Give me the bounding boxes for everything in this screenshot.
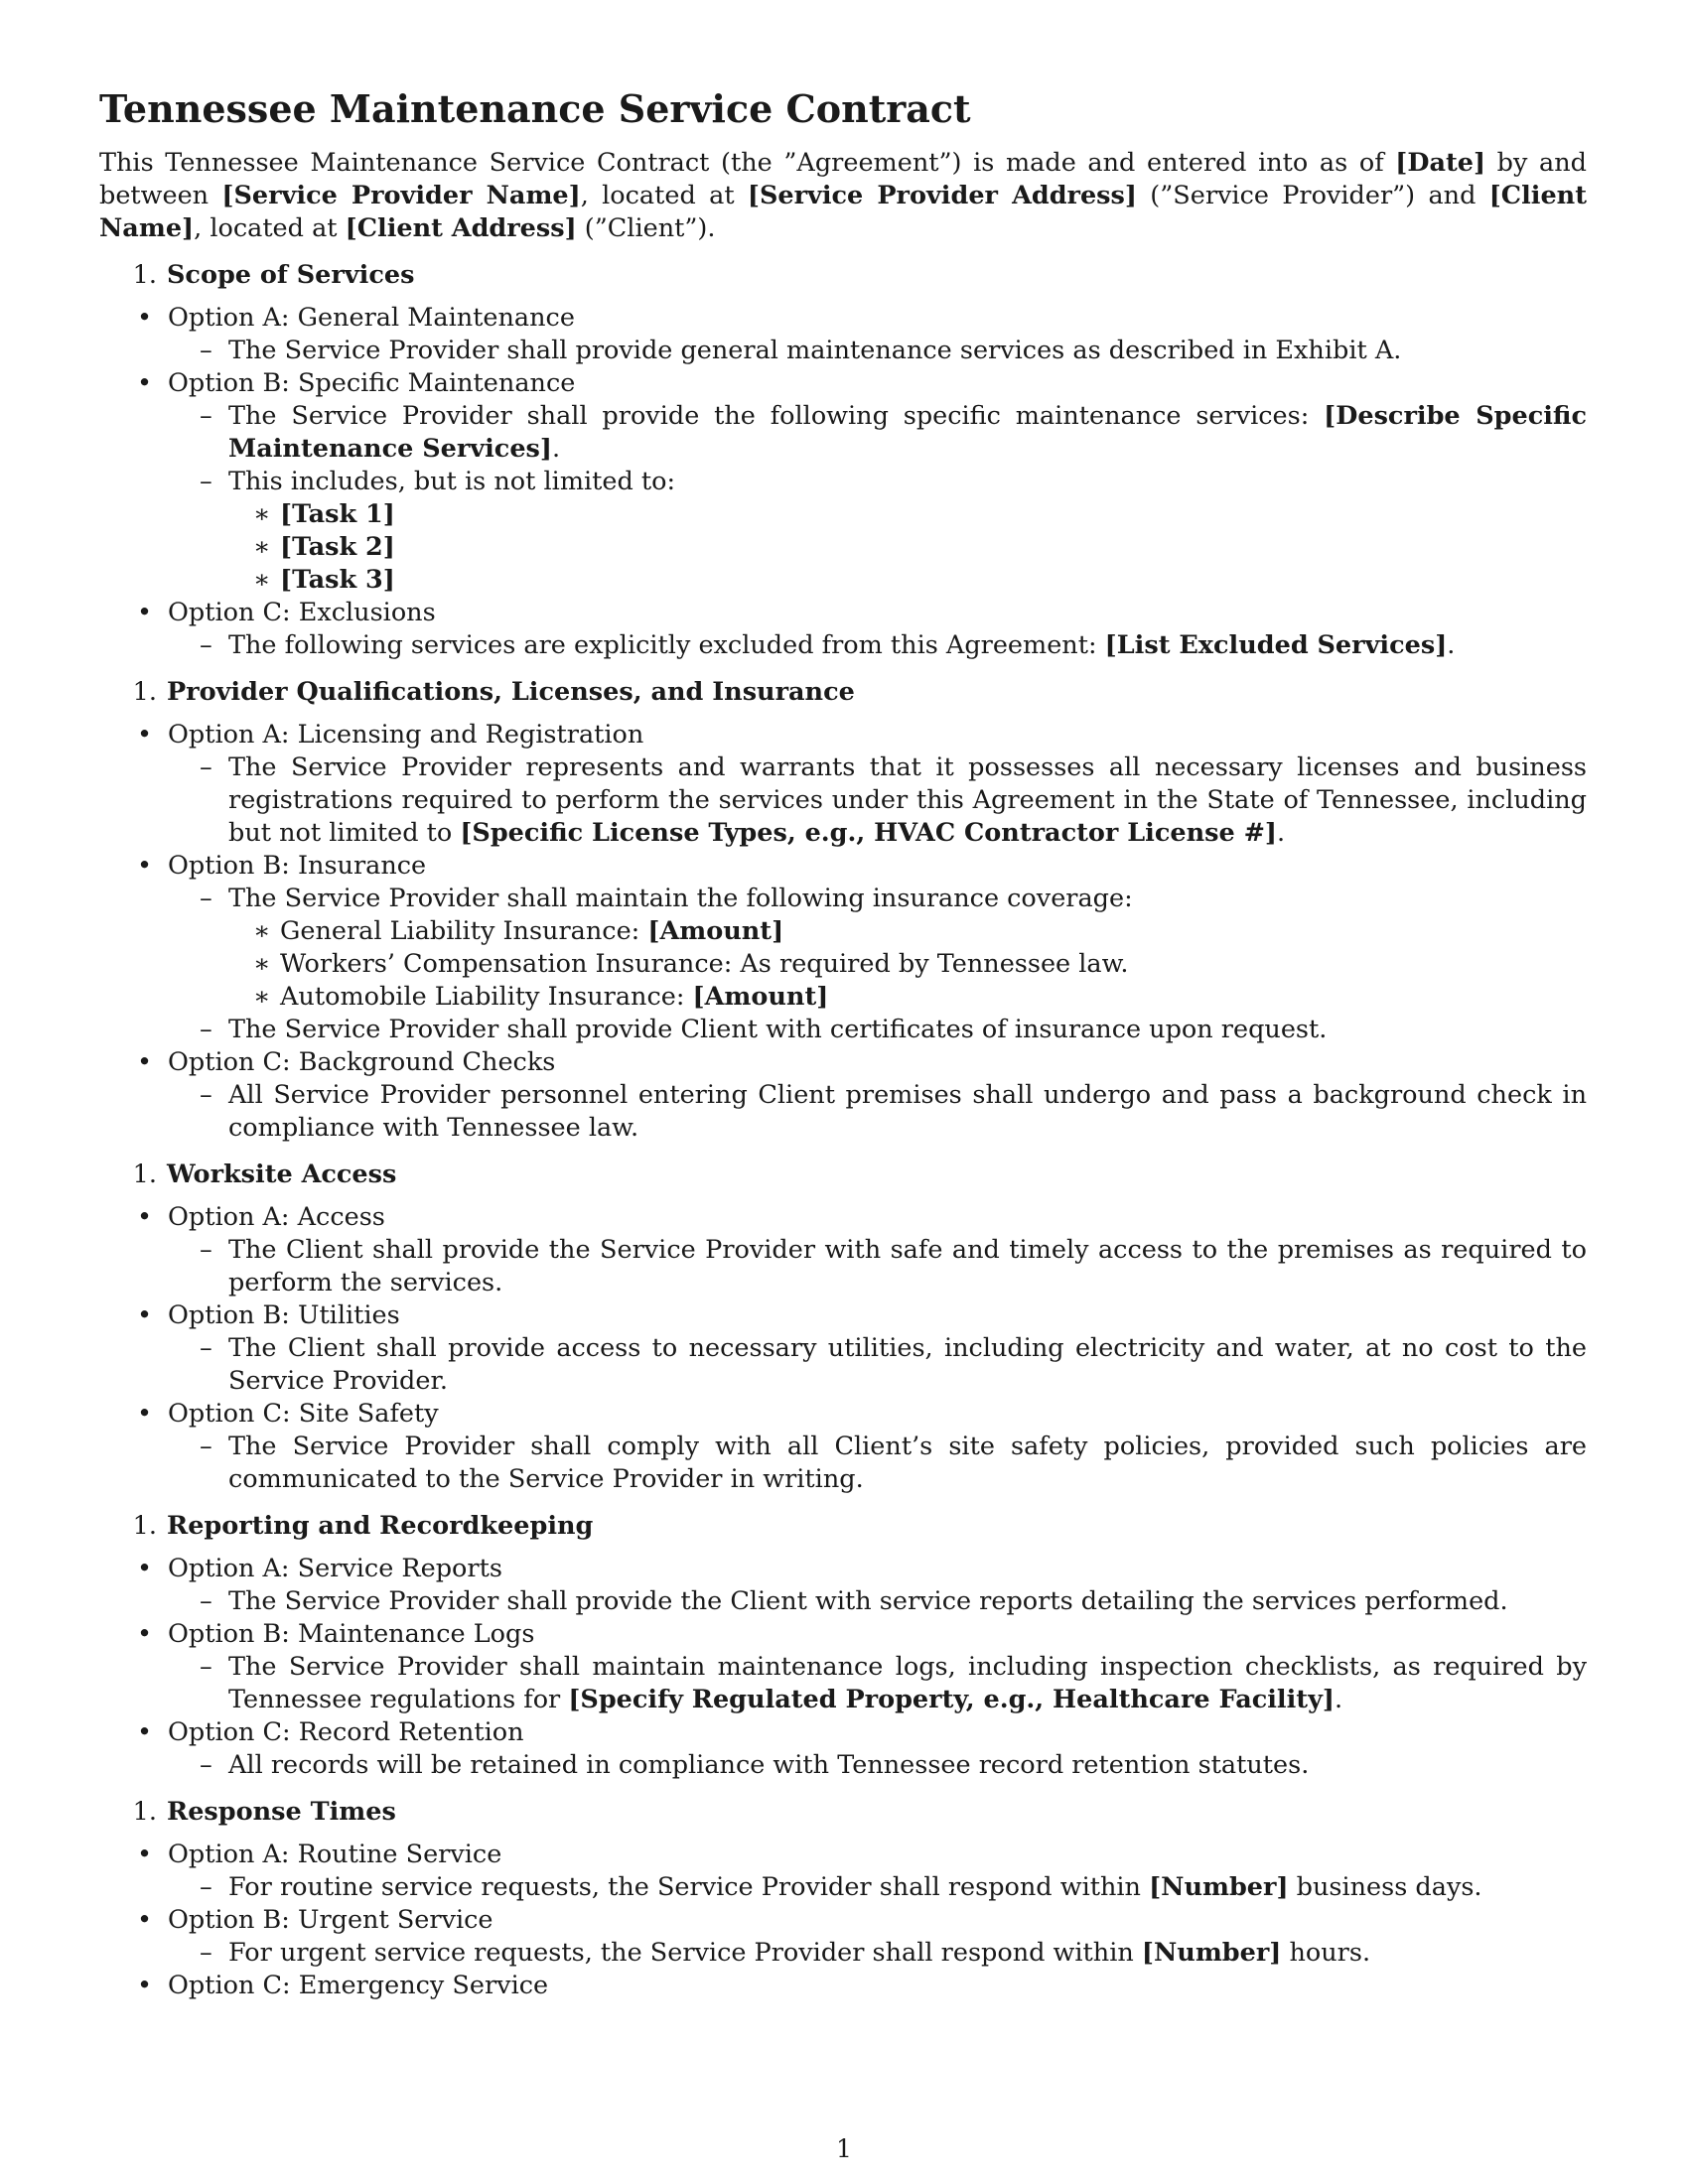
clause-item [168,400,1587,466]
option-label: Option C: Record Retention [168,1717,524,1747]
clause-item [168,751,1587,850]
sub-list [168,751,1587,850]
clause-text: . [1447,630,1456,660]
option-label: Option A: Access [168,1202,385,1232]
option-label: Option C: Exclusions [168,598,436,627]
clause-item: – All records will be retained in compliance with Tennessee record retention statutes. [168,1749,1587,1782]
section-number: 1. [132,1511,157,1541]
sub-list [168,1749,1587,1782]
option-item [99,1904,1587,1970]
clause-item: – The Client shall provide access to necessary utilities, including electricity and water, at no cost to the Service Provider. [168,1332,1587,1398]
sub-list [168,1234,1587,1299]
option-item [99,1398,1587,1496]
placeholder-text: [List Excluded Services] [1104,630,1448,660]
option-item [99,1299,1587,1398]
task-item [228,498,1587,531]
placeholder-text: [Amount] [647,916,784,946]
clause-text: . [1277,818,1286,848]
sub-list [168,629,1587,662]
option-label: Option B: Utilities [168,1300,400,1330]
placeholder-text: [Task 3] [280,565,395,595]
option-item [99,302,1587,367]
task-item [228,531,1587,564]
clause-text: The following services are explicitly excluded from this Agreement: [228,630,1105,660]
option-label: Option C: Background Checks [168,1047,556,1077]
intro-text: This Tennessee Maintenance Service Contract (the ”Agreement”) is made and entered into as of [99,148,1396,178]
intro-text: , located at [580,181,748,210]
intro-text: (”Service Provider”) and [1136,181,1489,210]
section-title: Response Times [167,1797,396,1827]
option-item [99,1716,1587,1782]
option-label: Option A: General Maintenance [168,303,575,333]
section-title: Provider Qualifications, Licenses, and Insurance [167,677,855,707]
section-list-worksite [99,1201,1587,1496]
placeholder-text: [Specify Regulated Property, e.g., Healthcare Facility] [568,1685,1335,1714]
clause-text: The Service Provider shall maintain maintenance logs, including inspection checklists, as required by Tennessee regulations for [228,1652,1587,1714]
option-label: Option B: Maintenance Logs [168,1619,535,1649]
intro-text: by and between [99,148,1587,210]
clause-text: The Service Provider shall maintain the following insurance coverage: [228,884,1133,913]
section-heading-reporting [99,1510,1587,1543]
option-label: Option B: Insurance [168,851,427,881]
clause-text: hours. [1281,1938,1371,1968]
clause-text: The Service Provider shall provide the following specific maintenance services: [228,401,1325,431]
section-heading-worksite [99,1159,1587,1191]
clause-item: – The Service Provider shall provide general maintenance services as described in Exhibit A. [168,335,1587,367]
placeholder-text: [Task 2] [280,532,395,562]
insurance-item [228,915,1587,948]
option-item [99,1970,1587,2002]
task-list [228,498,1587,597]
document-title: Tennessee Maintenance Service Contract [99,86,971,131]
option-item [99,597,1587,662]
option-item [99,367,1587,597]
option-label: Option A: Licensing and Registration [168,720,644,750]
sub-list [168,1332,1587,1398]
sub-list [168,1585,1587,1618]
sub-list [168,883,1587,1046]
sub-list [168,400,1587,597]
clause-text: . [551,434,561,464]
clause-text: For routine service requests, the Service Provider shall respond within [228,1872,1150,1902]
intro-text: (”Client”). [576,213,716,243]
section-list-scope [99,302,1587,662]
placeholder-text: [Number] [1141,1938,1282,1968]
clause-item: – The Service Provider shall comply with all Client’s site safety policies, provided such policies are communicated to the Service Provider in writing. [168,1431,1587,1496]
placeholder-provider-address: [Service Provider Address] [747,181,1137,210]
clause-item: – All Service Provider personnel entering Client premises shall undergo and pass a background check in compliance with Tennessee law. [168,1079,1587,1145]
section-number: 1. [132,677,157,707]
clause-item [168,883,1587,1014]
clause-text: For urgent service requests, the Service Provider shall respond within [228,1938,1142,1968]
sub-list [168,1937,1587,1970]
section-heading-response [99,1796,1587,1829]
clause-item [168,629,1587,662]
placeholder-date: [Date] [1395,148,1486,178]
option-item [99,850,1587,1046]
sub-list [168,1651,1587,1716]
insurance-item [228,981,1587,1014]
option-label: Option B: Urgent Service [168,1905,493,1935]
section-heading-qualifications [99,676,1587,709]
section-list-reporting [99,1553,1587,1782]
clause-item [168,1651,1587,1716]
option-item [99,1839,1587,1904]
placeholder-text: [Number] [1149,1872,1289,1902]
clause-item [168,1871,1587,1904]
document-body [99,85,1587,2002]
intro-text: , located at [194,213,346,243]
task-item [228,564,1587,597]
section-title: Scope of Services [167,260,415,290]
placeholder-client-address: [Client Address] [345,213,577,243]
clause-text: Automobile Liability Insurance: [280,982,693,1012]
sub-list [168,1871,1587,1904]
section-title: Worksite Access [167,1160,397,1189]
sub-list [168,1079,1587,1145]
option-item [99,719,1587,850]
section-number: 1. [132,1160,157,1189]
option-label: Option A: Routine Service [168,1840,502,1869]
option-label: Option C: Emergency Service [168,1971,549,2000]
section-number: 1. [132,1797,157,1827]
section-list-qualifications [99,719,1587,1145]
option-item [99,1553,1587,1618]
section-list-response [99,1839,1587,2002]
section-number: 1. [132,260,157,290]
insurance-list [228,915,1587,1014]
insurance-item: ∗ Workers’ Compensation Insurance: As required by Tennessee law. [228,948,1587,981]
option-label: Option B: Specific Maintenance [168,368,576,398]
intro-paragraph [99,147,1587,245]
placeholder-text: [Specific License Types, e.g., HVAC Contractor License #] [460,818,1277,848]
placeholder-text: [Describe Specific Maintenance Services] [228,401,1587,464]
clause-text: business days. [1288,1872,1482,1902]
option-item [99,1046,1587,1145]
section-title: Reporting and Recordkeeping [167,1511,594,1541]
clause-text: The Service Provider represents and warrants that it possesses all necessary licenses and business registrations required to perform the services under this Agreement in the State of Tennessee, including but not limited to [228,752,1587,848]
sub-list [168,335,1587,367]
page-number: 1 [836,2134,852,2163]
clause-item: – The Service Provider shall provide Client with certificates of insurance upon request. [168,1014,1587,1046]
clause-text: . [1334,1685,1343,1714]
clause-text: This includes, but is not limited to: [228,467,676,496]
option-item [99,1618,1587,1716]
placeholder-text: [Task 1] [280,499,395,529]
placeholder-provider-name: [Service Provider Name] [221,181,581,210]
clause-item: – The Service Provider shall provide the Client with service reports detailing the services performed. [168,1585,1587,1618]
option-label: Option A: Service Reports [168,1554,502,1583]
clause-item: – The Client shall provide the Service Provider with safe and timely access to the premises as required to perform the services. [168,1234,1587,1299]
placeholder-client-name: [Client Name] [99,181,1587,243]
clause-item [168,1937,1587,1970]
option-item [99,1201,1587,1299]
clause-item [168,466,1587,597]
section-heading-scope [99,259,1587,292]
placeholder-text: [Amount] [692,982,829,1012]
clause-text: General Liability Insurance: [280,916,648,946]
option-label: Option C: Site Safety [168,1399,439,1429]
sub-list [168,1431,1587,1496]
